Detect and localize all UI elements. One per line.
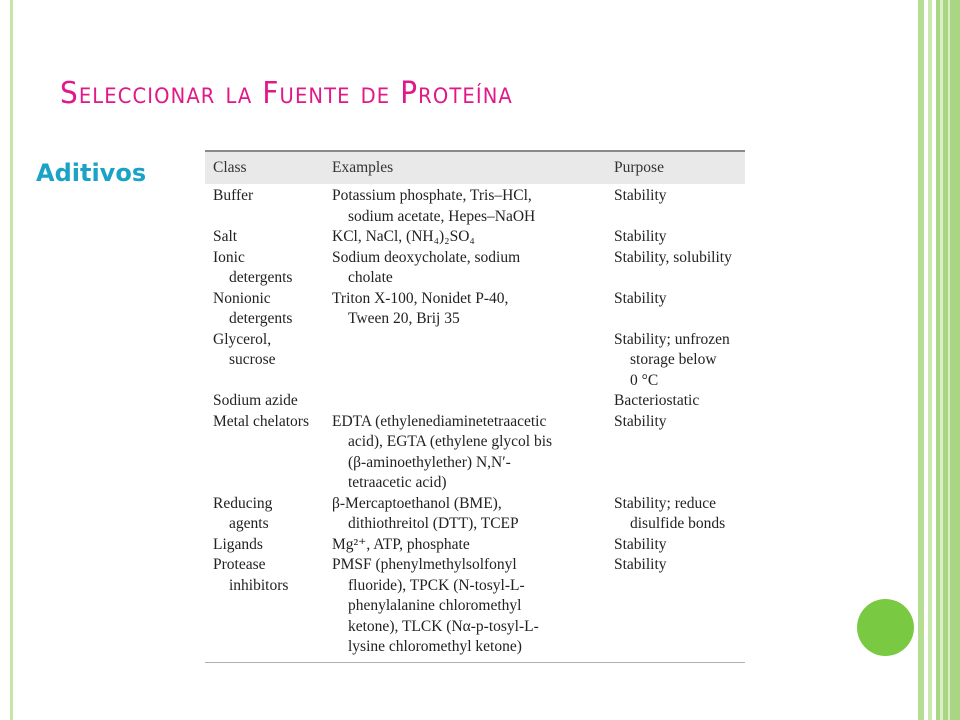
cell-examples xyxy=(324,186,606,227)
cell-class xyxy=(205,555,324,658)
cell-line: disulfide bonds xyxy=(630,515,726,532)
cell-class xyxy=(205,412,324,494)
cell-line: acid), EGTA (ethylene glycol bis xyxy=(348,433,553,450)
header-purpose: Purpose xyxy=(606,152,745,184)
header-examples: Examples xyxy=(324,152,606,184)
cell-purpose xyxy=(606,186,745,227)
cell-line: PMSF (phenylmethylsolfonyl xyxy=(332,556,517,573)
cell-purpose xyxy=(606,391,745,412)
cell-examples xyxy=(324,412,606,494)
cell-class xyxy=(205,186,324,227)
cell-examples xyxy=(324,227,606,248)
right-border-highlight xyxy=(940,0,943,720)
cell-class xyxy=(205,330,324,392)
cell-class xyxy=(205,535,324,556)
cell-line: Protease xyxy=(213,556,266,573)
cell-purpose xyxy=(606,412,745,494)
cell-purpose xyxy=(606,330,745,392)
cell-line: Ionic xyxy=(213,248,245,266)
cell-line: Stability xyxy=(614,228,667,245)
cell-line: Nonionic xyxy=(213,289,271,307)
cell-line: ketone), TLCK (Nα-p-tosyl-L- xyxy=(348,617,539,635)
cell-line: KCl, NaCl, (NH₄)₂SO₄ xyxy=(332,228,475,245)
slide-subtitle: Aditivos xyxy=(36,159,147,187)
cell-purpose xyxy=(606,555,745,658)
cell-line: storage below xyxy=(630,351,717,368)
right-border-stripe xyxy=(928,0,932,720)
cell-line: Tween 20, Brij 35 xyxy=(348,310,460,327)
cell-purpose xyxy=(606,289,745,330)
table-row xyxy=(205,535,745,556)
cell-class xyxy=(205,289,324,330)
cell-line: Reducing xyxy=(213,494,273,512)
cell-purpose xyxy=(606,494,745,535)
additives-table xyxy=(205,150,745,663)
left-border-line xyxy=(10,0,13,720)
table-bottom-rule xyxy=(205,662,745,663)
cell-line: Ligands xyxy=(213,535,263,553)
cell-line: Mg²⁺, ATP, phosphate xyxy=(332,535,470,553)
table-row xyxy=(205,248,745,289)
cell-line: Glycerol, xyxy=(213,330,272,348)
header-class: Class xyxy=(205,152,324,184)
cell-examples xyxy=(324,535,606,556)
cell-line: Bacteriostatic xyxy=(614,392,700,409)
cell-line: agents xyxy=(229,515,269,532)
cell-line: Stability; reduce xyxy=(614,494,717,512)
cell-line: cholate xyxy=(348,269,393,286)
table-row xyxy=(205,494,745,535)
cell-line: β-Mercaptoethanol (BME), xyxy=(332,494,502,512)
cell-class xyxy=(205,248,324,289)
cell-line: Stability xyxy=(614,289,667,307)
table-row xyxy=(205,186,745,227)
cell-line: inhibitors xyxy=(229,576,289,594)
cell-line: Sodium azide xyxy=(213,392,298,409)
cell-examples xyxy=(324,248,606,289)
cell-line: Stability xyxy=(614,535,667,553)
table-body xyxy=(205,184,745,658)
cell-examples xyxy=(324,391,606,412)
table-row xyxy=(205,412,745,494)
right-border-stripe xyxy=(918,0,924,720)
cell-line: Salt xyxy=(213,228,238,245)
table-row xyxy=(205,391,745,412)
cell-line: Stability, solubility xyxy=(614,248,732,266)
cell-purpose xyxy=(606,227,745,248)
cell-line: detergents xyxy=(229,310,293,327)
table-row xyxy=(205,330,745,392)
cell-line: detergents xyxy=(229,269,293,286)
cell-line: fluoride), TPCK (N-tosyl-L- xyxy=(348,576,525,594)
table-row xyxy=(205,289,745,330)
cell-line: sodium acetate, Hepes–NaOH xyxy=(348,207,536,225)
cell-line: tetraacetic acid) xyxy=(348,474,447,491)
cell-line: (β-aminoethylether) N,N′- xyxy=(348,453,511,471)
cell-examples xyxy=(324,330,606,392)
cell-line: Sodium deoxycholate, sodium xyxy=(332,248,521,266)
cell-line: Triton X-100, Nonidet P-40, xyxy=(332,289,509,307)
cell-line: dithiothreitol (DTT), TCEP xyxy=(348,515,519,532)
cell-line: sucrose xyxy=(229,351,276,368)
cell-class xyxy=(205,391,324,412)
cell-line: Buffer xyxy=(213,187,254,204)
cell-purpose xyxy=(606,248,745,289)
cell-line: Stability xyxy=(614,412,667,430)
cell-line: lysine chloromethyl ketone) xyxy=(348,638,522,655)
cell-line: phenylalanine chloromethyl xyxy=(348,597,522,614)
table-header-row xyxy=(205,152,745,184)
cell-examples xyxy=(324,289,606,330)
cell-purpose xyxy=(606,535,745,556)
cell-examples xyxy=(324,494,606,535)
cell-class xyxy=(205,494,324,535)
right-border-highlight xyxy=(948,0,950,720)
table-row xyxy=(205,227,745,248)
cell-line: Stability xyxy=(614,187,667,204)
cell-line: 0 °C xyxy=(630,371,659,389)
decorative-green-circle xyxy=(857,599,914,656)
cell-line: EDTA (ethylenediaminetetraacetic xyxy=(332,412,547,430)
cell-class xyxy=(205,227,324,248)
cell-line: Potassium phosphate, Tris–HCl, xyxy=(332,187,532,204)
cell-line: Stability; unfrozen xyxy=(614,330,730,348)
slide-title: Seleccionar la Fuente de Proteína xyxy=(60,76,513,111)
table-row xyxy=(205,555,745,658)
cell-line: Stability xyxy=(614,556,667,573)
cell-examples xyxy=(324,555,606,658)
cell-line: Metal chelators xyxy=(213,412,309,430)
